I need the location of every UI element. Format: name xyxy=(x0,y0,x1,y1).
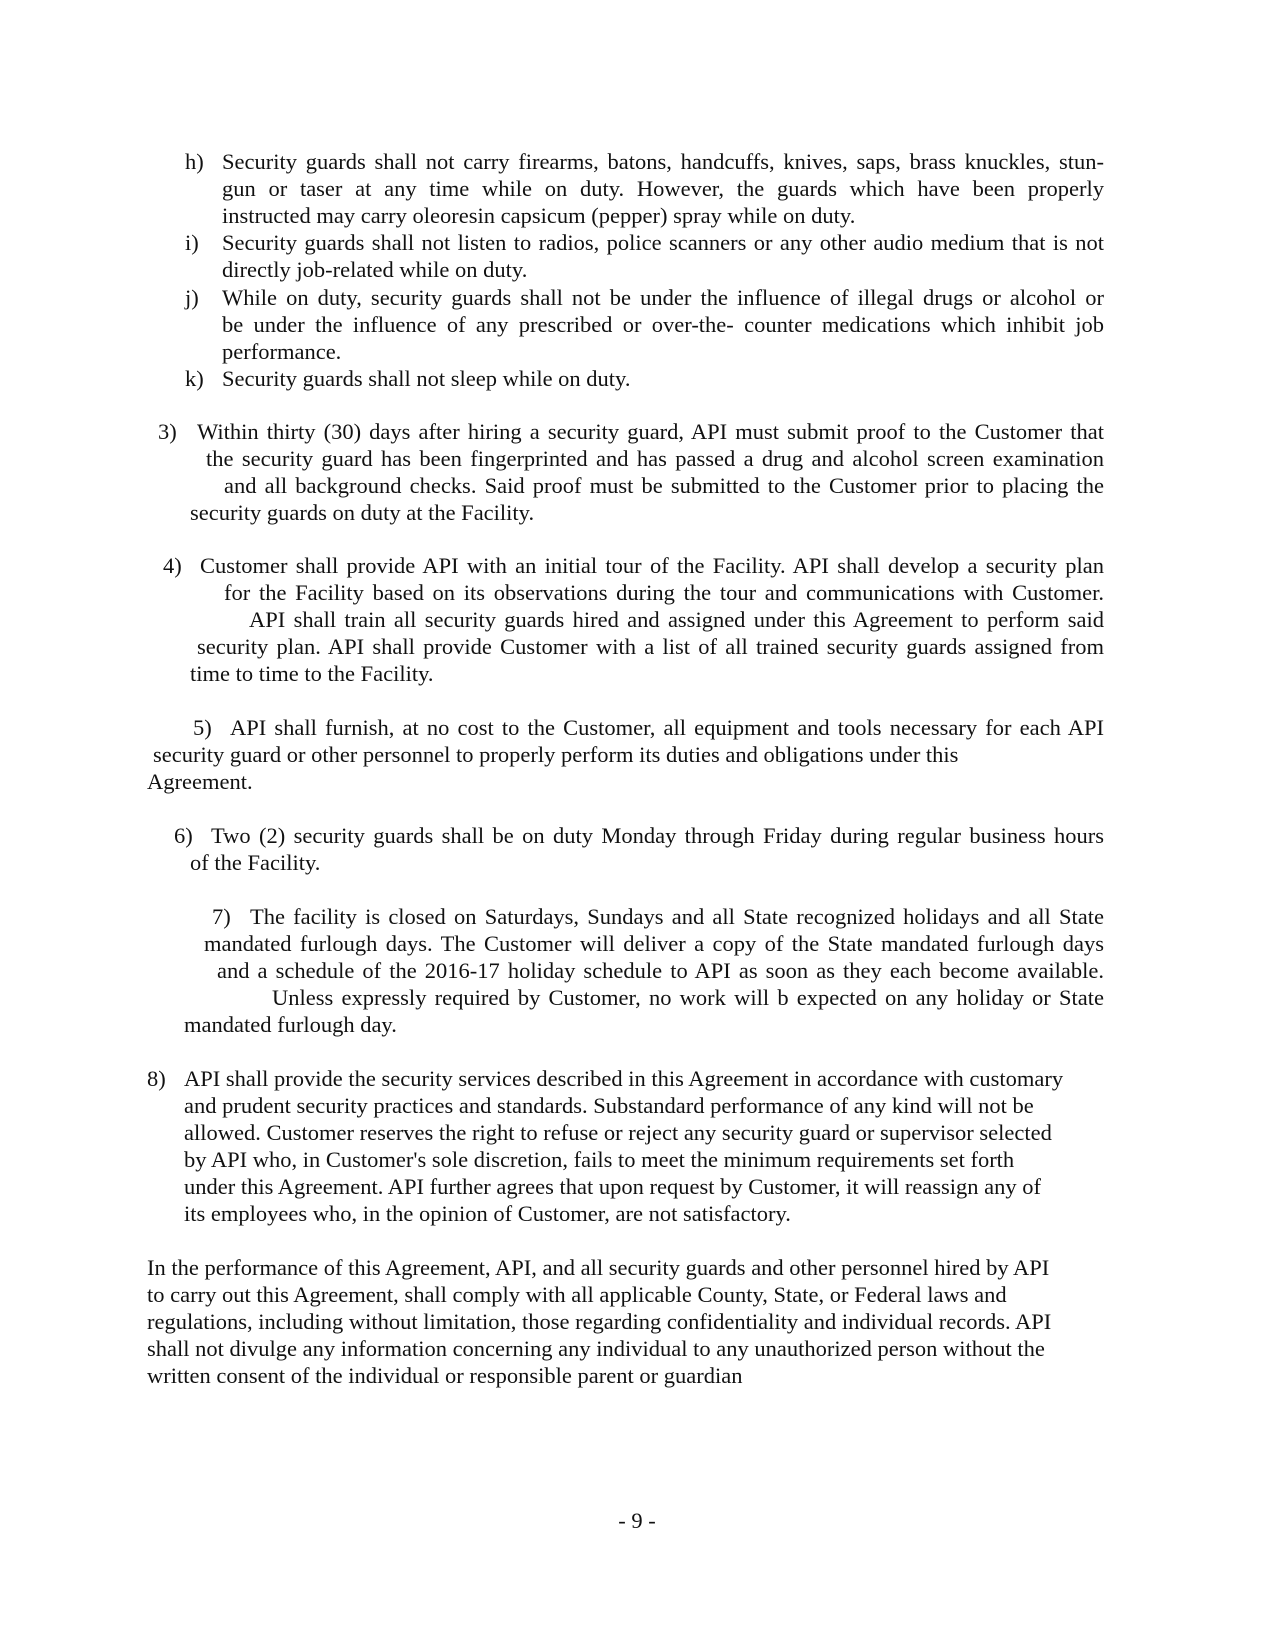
text-line: Within thirty (30) days after hiring a security guard, API must submit proof to the Customer that xyxy=(197,419,1104,444)
text-line: its employees who, in the opinion of Customer, are not satisfactory. xyxy=(184,1201,791,1226)
text-line: Security guards shall not listen to radios, police scanners or any other audio medium that is not xyxy=(222,230,1104,255)
text-line: API shall provide the security services described in this Agreement in accordance with customary xyxy=(184,1066,1064,1091)
text-line: instructed may carry oleoresin capsicum (pepper) spray while on duty. xyxy=(222,203,856,228)
text-line: mandated furlough days. The Customer will deliver a copy of the State mandated furlough days xyxy=(204,931,1104,956)
text-line: be under the influence of any prescribed or over-the- counter medications which inhibit job xyxy=(222,312,1104,337)
text-line: and prudent security practices and standards. Substandard performance of any kind will not be xyxy=(184,1093,1034,1118)
list-marker: 4) xyxy=(163,553,182,578)
text-line: Security guards shall not sleep while on duty. xyxy=(222,366,631,391)
text-line: While on duty, security guards shall not be under the influence of illegal drugs or alcohol or xyxy=(222,285,1104,310)
list-marker: k) xyxy=(185,366,204,391)
list-marker: j) xyxy=(185,285,199,310)
text-line: and a schedule of the 2016-17 holiday schedule to API as soon as they each become available. xyxy=(217,958,1104,983)
list-marker: 3) xyxy=(158,419,177,444)
text-line: The facility is closed on Saturdays, Sundays and all State recognized holidays and all State xyxy=(250,904,1104,929)
text-line: security guard or other personnel to properly perform its duties and obligations under this xyxy=(153,742,959,767)
text-line: Two (2) security guards shall be on duty Monday through Friday during regular business hours xyxy=(211,823,1104,848)
list-marker: i) xyxy=(185,230,199,255)
text-line: and all background checks. Said proof must be submitted to the Customer prior to placing the xyxy=(224,473,1104,498)
text-line: directly job-related while on duty. xyxy=(222,257,528,282)
text-line: regulations, including without limitation, those regarding confidentiality and individual records. API xyxy=(147,1309,1052,1334)
text-line: to carry out this Agreement, shall comply with all applicable County, State, or Federal laws and xyxy=(147,1282,1007,1307)
text-line: the security guard has been fingerprinted and has passed a drug and alcohol screen examination xyxy=(206,446,1104,471)
text-line: shall not divulge any information concerning any individual to any unauthorized person without the xyxy=(147,1336,1045,1361)
text-line: under this Agreement. API further agrees that upon request by Customer, it will reassign any of xyxy=(184,1174,1042,1199)
text-line: In the performance of this Agreement, API, and all security guards and other personnel hired by API xyxy=(147,1255,1050,1280)
text-line: mandated furlough day. xyxy=(184,1012,397,1037)
text-line: gun or taser at any time while on duty. However, the guards which have been properly xyxy=(222,176,1104,201)
text-line: Security guards shall not carry firearms, batons, handcuffs, knives, saps, brass knuckles, stun- xyxy=(222,149,1104,174)
text-line: of the Facility. xyxy=(190,850,321,875)
text-line: Unless expressly required by Customer, no work will b expected on any holiday or State xyxy=(272,985,1104,1010)
list-marker: h) xyxy=(185,149,204,174)
page-number: - 9 - xyxy=(618,1508,656,1533)
text-line: performance. xyxy=(222,339,342,364)
text-line: API shall furnish, at no cost to the Customer, all equipment and tools necessary for each API xyxy=(230,715,1104,740)
text-line: for the Facility based on its observations during the tour and communications with Customer. xyxy=(224,580,1104,605)
text-line: time to time to the Facility. xyxy=(190,661,434,686)
text-line: security guards on duty at the Facility. xyxy=(190,500,535,525)
text-line: allowed. Customer reserves the right to refuse or reject any security guard or supervisor selected xyxy=(184,1120,1052,1145)
list-marker: 7) xyxy=(212,904,231,929)
text-line: written consent of the individual or responsible parent or guardian xyxy=(147,1363,743,1388)
text-line: security plan. API shall provide Customer with a list of all trained security guards assigned from xyxy=(197,634,1104,659)
list-marker: 8) xyxy=(147,1066,166,1091)
text-line: API shall train all security guards hired and assigned under this Agreement to perform said xyxy=(249,607,1104,632)
list-marker: 5) xyxy=(193,715,212,740)
list-marker: 6) xyxy=(174,823,193,848)
text-line: Customer shall provide API with an initial tour of the Facility. API shall develop a security plan xyxy=(200,553,1104,578)
text-line: by API who, in Customer's sole discretion, fails to meet the minimum requirements set forth xyxy=(184,1147,1015,1172)
text-line: Agreement. xyxy=(147,769,253,794)
